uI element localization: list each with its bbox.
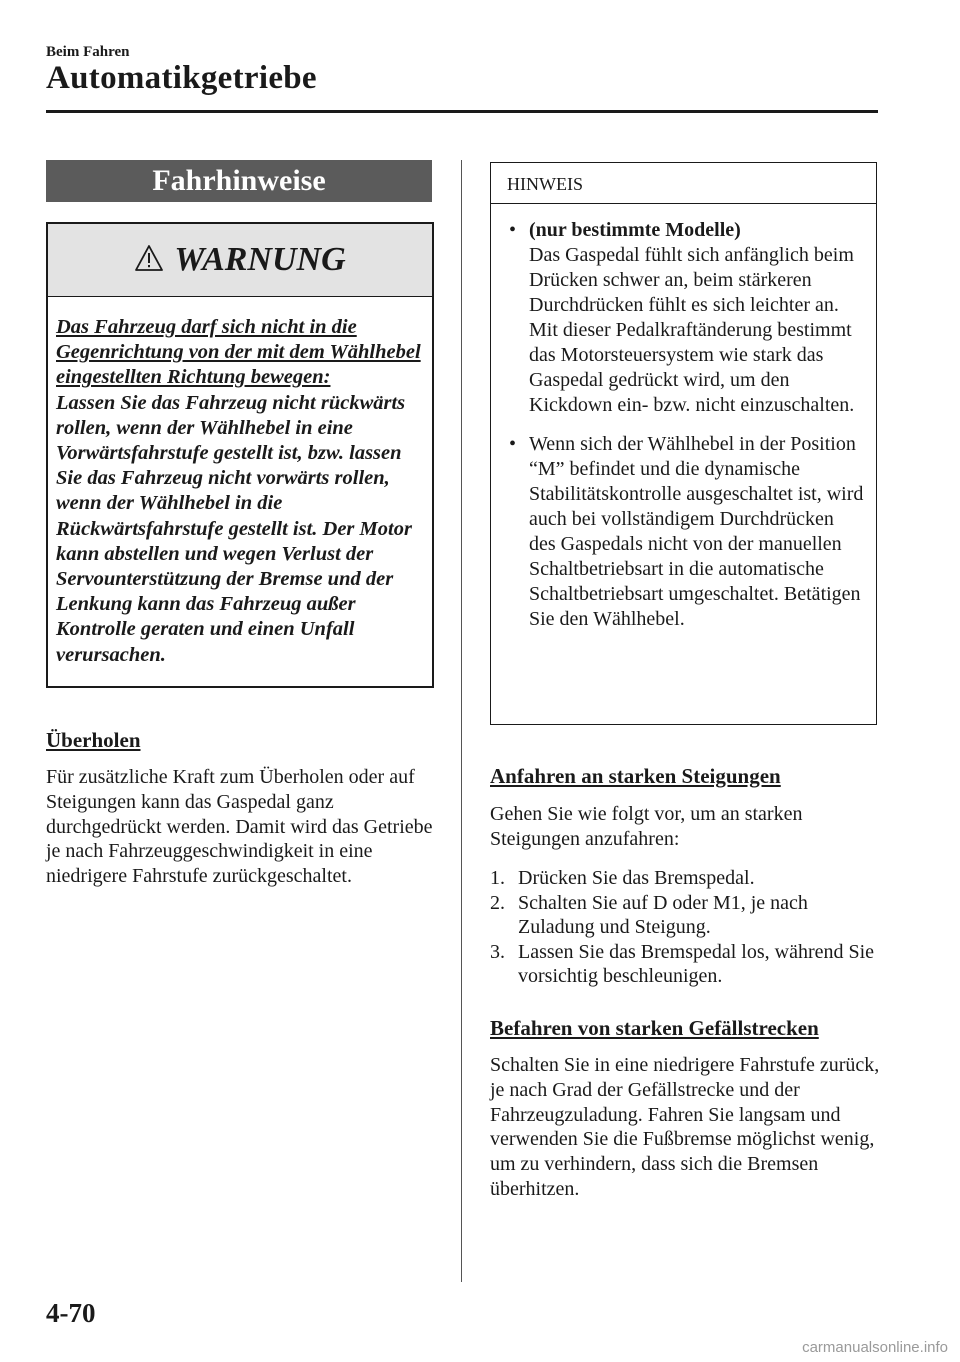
note-item-text: Das Gaspedal fühlt sich anfänglich beim Drücken schwer an, beim stärkeren Durchdrücken fühlt es sich leichter an. Mit dieser Pedalkraftänderung bestimmt das Motorsteuersystem wie stark das Gaspedal gedrückt wird, um den Kickdown ein- bzw. nicht einzuschalten. (529, 244, 855, 416)
heading-hill-start: Anfahren an starken Steigungen (490, 764, 781, 788)
overtaking-text: Für zusätzliche Kraft zum Überholen oder auf Steigungen kann das Gaspedal ganz durchgedrückt werden. Damit wird das Getriebe je nach Fahrzeuggeschwindigkeit in eine niedrigere Fahrstufe zurückgeschaltet. (46, 766, 433, 888)
step-text: Schalten Sie auf D oder M1, je nach Zuladung und Steigung. (518, 891, 808, 939)
note-item (491, 218, 876, 418)
warning-body (48, 315, 432, 668)
hill-start-intro: Gehen Sie wie folgt vor, um an starken Steigungen anzufahren: (490, 803, 803, 850)
step-text: Lassen Sie das Bremspedal los, während Sie vorsichtig beschleunigen. (518, 940, 875, 988)
note-list (491, 218, 876, 632)
hill-start-steps (490, 866, 875, 989)
warning-triangle-icon (134, 244, 164, 272)
step-number: 3. (490, 940, 505, 963)
bullet: • (509, 433, 517, 455)
note-item-bold: (nur bestimmte Modelle) (529, 219, 741, 241)
column-divider (461, 160, 462, 1282)
note-box (490, 162, 877, 725)
heading-downhill: Befahren von starken Gefällstrecken (490, 1016, 819, 1040)
chapter-title: Automatikgetriebe (46, 60, 317, 96)
downhill-text: Schalten Sie in eine niedrigere Fahrstufe zurück, je nach Grad der Gefällstrecke und der Fahrzeugzuladung. Fahren Sie langsam und verwenden Sie die Fußbremse möglichst wenig, um zu verhindern, dass sich die Bremsen überhitzen. (490, 1054, 880, 1200)
warning-text: Lassen Sie das Fahrzeug nicht rückwärts rollen, wenn der Wählhebel in eine Vorwärtsfahrstufe gestellt ist, bzw. lassen Sie das Fahrzeug nicht vorwärts rollen, wenn der Wählhebel in die Rückwärtsfahrstufe gestellt ist. Der Motor kann abstellen und wegen Verlust der Servounterstützung der Bremse und der Lenkung kann das Fahrzeug außer Kontrolle geraten und einen Unfall verursachen. (56, 391, 412, 666)
warning-box (46, 222, 434, 688)
warning-lead: Das Fahrzeug darf sich nicht in die Gegenrichtung von der mit dem Wählhebel eingestellten Richtung bewegen: (56, 316, 421, 389)
page-number: 4-70 (46, 1298, 96, 1328)
section-banner: Fahrhinweise (46, 160, 432, 202)
warning-header (48, 224, 432, 297)
heading-overtaking: Überholen (46, 728, 141, 752)
step-text: Drücken Sie das Bremspedal. (518, 867, 755, 889)
section-label: Beim Fahren (46, 44, 130, 60)
note-title: HINWEIS (491, 163, 876, 204)
step-number: 1. (490, 867, 505, 889)
bullet: • (509, 219, 517, 241)
step-item (490, 866, 875, 891)
step-item (490, 891, 875, 940)
step-item (490, 940, 875, 989)
step-number: 2. (490, 891, 505, 914)
note-item-text: Wenn sich der Wählhebel in der Position “M” befindet und die dynamische Stabilitätskontrolle ausgeschaltet ist, wird auch bei vollständigem Durchdrücken des Gaspedals nicht von der manuellen Schaltbetriebsart in die automatische Schaltbetriebsart umgeschaltet. Betätigen Sie den Wählhebel. (529, 433, 864, 630)
header-rule (46, 110, 878, 113)
warning-title: WARNUNG (174, 241, 346, 278)
note-item (491, 432, 876, 632)
watermark: carmanualsonline.info (802, 1339, 948, 1356)
